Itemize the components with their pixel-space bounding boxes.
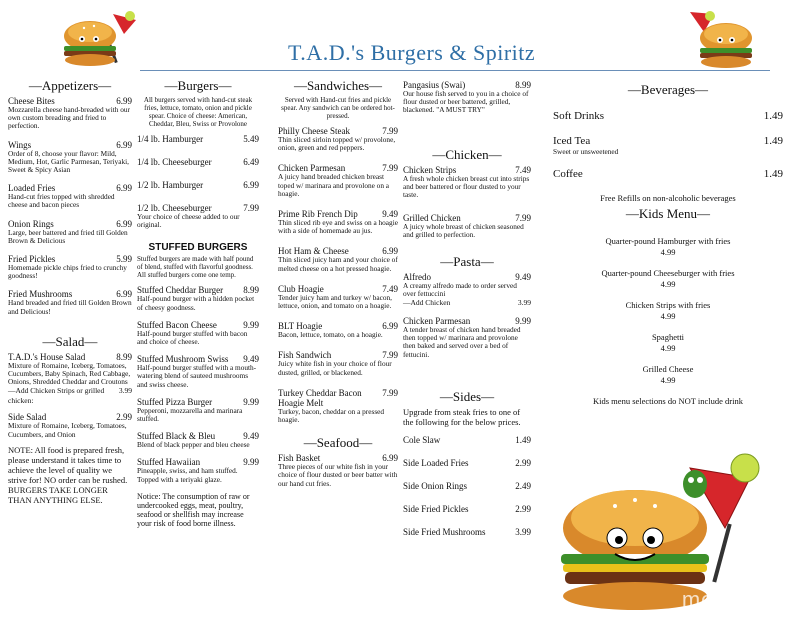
item-name: Fish Sandwich [278, 350, 332, 361]
item-name: Soft Drinks [553, 110, 605, 122]
menu-item [8, 254, 132, 280]
item-name: Alfredo [403, 271, 431, 282]
item-description: Half-pound burger stuffed with bacon and choice of cheese. [137, 328, 248, 347]
item-price: 9.99 [243, 319, 259, 330]
stuffed-burgers-heading: STUFFED BURGERS [148, 242, 248, 254]
chicken-pasta-sides-column [403, 80, 531, 550]
menu-item [8, 219, 132, 245]
menu-item [137, 431, 259, 449]
item-description: Large, beer battered and fried till Golden Brown & Delicious [8, 227, 128, 245]
item-price: 6.99 [116, 183, 132, 194]
item-price: 1.49 [763, 168, 783, 181]
menu-item [137, 180, 259, 190]
item-name: Chicken Parmesan [278, 163, 346, 174]
item-addon-price: 3.99 [118, 386, 132, 396]
item-price: 1.49 [763, 110, 783, 122]
beverages-heading: —Beverages— [627, 82, 709, 97]
item-description: Mixture of Romaine, Iceberg, Tomatoes, Cucumbers, and Onion [8, 421, 127, 439]
item-description: Pineapple, swiss, and ham stuffed. Topped with a teriyaki glaze. [137, 466, 238, 484]
item-name: Stuffed Mushroom Swiss [137, 354, 229, 365]
kids-item-name: Chicken Strips with fries [625, 300, 711, 311]
item-price: 9.49 [243, 354, 259, 365]
burgers-subtitle: All burgers served with hand-cut steak fries, lettuce, tomato, onion and pickle spear. Choice of cheese: American, Cheddar, Bleu, Swiss or Provolone [143, 96, 253, 128]
item-name: Side Salad [8, 412, 47, 423]
item-price: 6.99 [382, 321, 398, 332]
kids-item-name: Quarter-pound Hamburger with fries [605, 236, 731, 247]
menu-item [403, 504, 531, 514]
sandwiches-column [278, 78, 398, 495]
item-price: 5.99 [116, 254, 132, 265]
item-price: 3.99 [515, 526, 531, 537]
item-price: 7.99 [382, 126, 398, 136]
item-name: Philly Cheese Steak [278, 126, 350, 136]
item-price: 9.49 [243, 431, 259, 442]
menu-item [137, 157, 259, 167]
menu-item [403, 527, 531, 537]
item-name: Coffee [553, 168, 583, 181]
item-price: 8.99 [116, 351, 132, 362]
chicken-heading: —Chicken— [432, 146, 502, 162]
menu-item-pangasius: Pangasius (Swai) 8.99 Our house fish served to you in a choice of flour dusted or beer battered, grilled, blackened. "A MUST TRY" [403, 80, 531, 115]
item-name: Wings [8, 139, 32, 150]
item-addon: —Add Chicken [403, 298, 451, 308]
menu-item [8, 140, 132, 175]
item-name: Stuffed Hawaiian [137, 457, 201, 468]
item-price: 7.99 [515, 213, 531, 224]
item-description: A fresh whole chicken breast cut into strips and beer battered or flour dusted to your taste. [403, 173, 530, 200]
menu-item [137, 354, 259, 389]
item-price: 9.99 [243, 457, 259, 468]
item-name: Side Loaded Fries [403, 457, 469, 468]
item-name: Fish Basket [278, 453, 321, 464]
item-name: Stuffed Pizza Burger [137, 396, 213, 407]
item-price: 2.49 [515, 480, 531, 491]
sandwiches-subtitle: Served with Hand-cut fries and pickle spear. Any sandwich can be ordered hot-pressed. [281, 96, 395, 120]
kids-note: Kids menu selections do NOT include drink [593, 396, 743, 407]
item-price: 9.99 [515, 316, 531, 327]
item-name: 1/2 lb. Cheeseburger [137, 203, 212, 213]
menu-item [8, 412, 132, 438]
burgers-heading: —Burgers— [164, 78, 232, 93]
item-price: 7.49 [515, 164, 531, 175]
header-rule [140, 70, 770, 71]
beverages-kids-column [553, 82, 783, 407]
item-name: Chicken Strips [403, 164, 457, 175]
menu-item [278, 321, 398, 339]
item-price: 8.99 [243, 285, 259, 296]
item-description: Homemade pickle chips fried to crunchy goodness! [8, 263, 127, 281]
item-name: Grilled Chicken [403, 213, 461, 224]
item-description: Order of 8, choose your flavor: Mild, Medium, Hot, Garlic Parmesan, Teriyaki, Sweet & Spicy Asian [8, 148, 129, 175]
menu-item [137, 203, 259, 229]
item-description: Half-pound burger with a hidden pocket of cheesy goodness. [137, 294, 255, 312]
item-description: A juicy whole breast of chicken seasoned and grilled to perfection. [403, 222, 524, 240]
item-description: Blend of black pepper and bleu cheese [137, 440, 250, 450]
burger-mascot-right-icon [680, 8, 760, 72]
menu-item [8, 289, 132, 315]
item-name: Side Fried Pickles [403, 503, 469, 514]
item-price: 7.99 [382, 350, 398, 361]
watermark: menupix [681, 587, 772, 612]
item-description: Juicy white fish in your choice of flour dusted, grilled, or blackened. [278, 359, 392, 377]
sides-subtitle: Upgrade from steak fries to one of the following for the below prices. [403, 406, 521, 427]
kids-item-name: Quarter-pound Cheeseburger with fries [601, 268, 735, 279]
kids-item-name: Grilled Cheese [642, 364, 694, 375]
item-name: 1/4 lb. Hamburger [137, 134, 204, 144]
item-name: Stuffed Cheddar Burger [137, 285, 224, 296]
menu-item [403, 316, 531, 359]
item-description: Hand breaded and fried till Golden Brown and Delicious! [8, 298, 132, 316]
menu-item [8, 183, 132, 209]
menu-item [8, 352, 132, 407]
kids-item-price: 4.99 [660, 375, 676, 386]
item-description: Three pieces of our white fish in your choice of flour dusted or beer batter with our hand cut fries. [278, 462, 398, 488]
menu-item [278, 246, 398, 272]
kids-heading: —Kids Menu— [625, 206, 711, 222]
item-description: Thin sliced juicy ham and your choice of melted cheese on a hot pressed hoagie. [278, 255, 398, 273]
item-name: Prime Rib French Dip [278, 209, 358, 220]
menu-item [137, 134, 259, 144]
sides-heading: —Sides— [439, 388, 495, 404]
item-price: 2.99 [515, 503, 531, 514]
menu-item [8, 96, 132, 131]
menu-item [403, 272, 531, 308]
item-description: Pepperoni, mozzarella and marinara stuffed. [137, 405, 243, 424]
item-price: 7.99 [243, 203, 259, 213]
pasta-heading: —Pasta— [440, 253, 494, 269]
item-name: Stuffed Black & Bleu [137, 431, 216, 442]
item-description: A creamy alfredo made to order served over fettuccini [403, 280, 517, 298]
menu-item [278, 126, 398, 152]
item-description: Mixture of Romaine, Iceberg, Tomatoes, Cucumbers, Baby Spinach, Red Cabbage, Onions, Shredded Cheddar and Croutons [8, 360, 131, 387]
item-description: Bacon, lettuce, tomato, on a hoagie. [278, 330, 383, 340]
item-price: 7.49 [382, 283, 398, 294]
kids-item-price: 4.99 [660, 343, 676, 354]
item-price: 6.99 [243, 180, 259, 190]
menu-item [137, 397, 259, 423]
item-name: Chicken Parmesan [403, 316, 471, 327]
menu-item [553, 135, 783, 156]
preparation-note: NOTE: All food is prepared fresh, please understand it takes time to achieve the level of quality we strive for! NO order can be rushed. BURGERS TAKE LONGER THAN ANYTHING ELSE. [8, 444, 128, 505]
stuffed-burgers-subtitle: Stuffed burgers are made with half pound of blend, stuffed with flavorful goodness. All stuffed burgers come one temp. [137, 255, 254, 280]
item-description: Hand-cut fries topped with shredded cheese and bacon pieces [8, 192, 115, 210]
menu-item [553, 168, 783, 181]
item-addon: —Add Chicken Strips or grilled chicken: [8, 386, 105, 406]
item-description: Your choice of cheese added to our original. [137, 212, 240, 230]
item-name: Side Onion Rings [403, 480, 468, 491]
item-description: Thin sliced rib eye and swiss on a hoagie with a side of homemade au jus. [278, 218, 398, 236]
item-price: 2.99 [515, 457, 531, 468]
item-price: 6.99 [116, 96, 132, 106]
item-addon-price: 3.99 [517, 298, 531, 308]
item-price: 6.99 [382, 453, 398, 464]
item-price: 9.49 [515, 271, 531, 282]
menu-item [137, 457, 259, 483]
item-price: 7.99 [382, 163, 398, 174]
item-price: 6.49 [243, 157, 259, 167]
menu-item [403, 435, 531, 445]
kids-item-price: 4.99 [660, 247, 676, 258]
item-price: 1.49 [515, 434, 531, 445]
item-name: Hot Ham & Cheese [278, 246, 349, 257]
item-name: BLT Hoagie [278, 321, 323, 332]
item-name: Stuffed Bacon Cheese [137, 319, 217, 330]
item-price: 2.99 [116, 412, 132, 423]
item-name: T.A.D.'s House Salad [8, 351, 86, 362]
item-price: 6.99 [116, 289, 132, 300]
item-description: Half-pound burger stuffed with a mouth-watering blend of sauteed mushrooms and swiss cheese. [137, 363, 257, 389]
menu-item [553, 110, 783, 123]
appetizers-column [8, 78, 132, 505]
menu-title: T.A.D.'s Burgers & Spiritz [288, 40, 536, 65]
item-price: 9.49 [382, 209, 398, 220]
menu-item [137, 285, 259, 311]
item-name: Loaded Fries [8, 183, 56, 194]
kids-item-name: Spaghetti [651, 332, 685, 343]
menu-item [278, 453, 398, 488]
burger-mascot-icon [58, 10, 138, 72]
item-name: Onion Rings [8, 218, 54, 229]
menu-item [403, 165, 531, 200]
menu-item [278, 284, 398, 310]
item-price: 6.99 [382, 246, 398, 257]
sandwiches-heading: —Sandwiches— [293, 78, 383, 93]
menu-item [403, 213, 531, 239]
menu-item [278, 388, 398, 424]
menu-item [278, 163, 398, 198]
item-price: 6.99 [116, 218, 132, 229]
kids-item-price: 4.99 [660, 279, 676, 290]
menu-item [137, 320, 259, 346]
item-description: Mozzarella cheese hand-breaded with our own custom breading and fried to perfection. [8, 105, 130, 131]
item-description: A tender breast of chicken hand breaded then topped w/ marinara and provolone then baked and served over a bed of fettucini. [403, 325, 521, 359]
refill-note: Free Refills on non-alcoholic beverages [600, 193, 736, 204]
item-description: Tender juicy ham and turkey w/ bacon, lettuce, onion, and tomato on a hoagie. [278, 292, 392, 311]
item-name: Side Fried Mushrooms [403, 526, 486, 537]
menu-item [403, 458, 531, 468]
kids-item-price: 4.99 [660, 311, 676, 322]
salad-heading: —Salad— [42, 333, 98, 349]
item-description: A juicy hand breaded chicken breast toped w/ marinara and provolone on a hoagie. [278, 172, 390, 198]
item-description: Thin sliced sirloin topped w/ provolone, onion, green and red peppers. [278, 135, 396, 153]
food-notice: Notice: The consumption of raw or undercooked eggs, meat, poultry, seafood or shellfish may increase your risk of food borne illness. [137, 491, 250, 528]
item-name: Cole Slaw [403, 434, 441, 445]
item-price: 7.99 [382, 387, 398, 398]
menu-item [278, 209, 398, 235]
item-price: 9.99 [243, 396, 259, 407]
item-name: Fried Pickles [8, 254, 56, 265]
item-name: Fried Mushrooms [8, 289, 73, 300]
burgers-column [137, 78, 259, 528]
item-name: Turkey Cheddar Bacon Hoagie Melt [278, 387, 362, 408]
menu-item [403, 481, 531, 491]
item-name: 1/4 lb. Cheeseburger [137, 157, 212, 167]
item-description: Sweet or unsweetened [553, 147, 619, 156]
menu-item [278, 350, 398, 376]
item-price: 6.99 [116, 139, 132, 150]
item-name: 1/2 lb. Hamburger [137, 180, 204, 190]
item-name: Club Hoagie [278, 283, 324, 294]
appetizers-heading: —Appetizers— [28, 78, 112, 93]
seafood-heading: —Seafood— [303, 435, 373, 451]
item-price: 1.49 [763, 135, 783, 147]
item-name: Cheese Bites [8, 96, 55, 106]
item-name: Iced Tea [553, 135, 591, 147]
item-price: 5.49 [243, 134, 259, 144]
item-description: Turkey, bacon, cheddar on a pressed hoagie. [278, 406, 385, 425]
